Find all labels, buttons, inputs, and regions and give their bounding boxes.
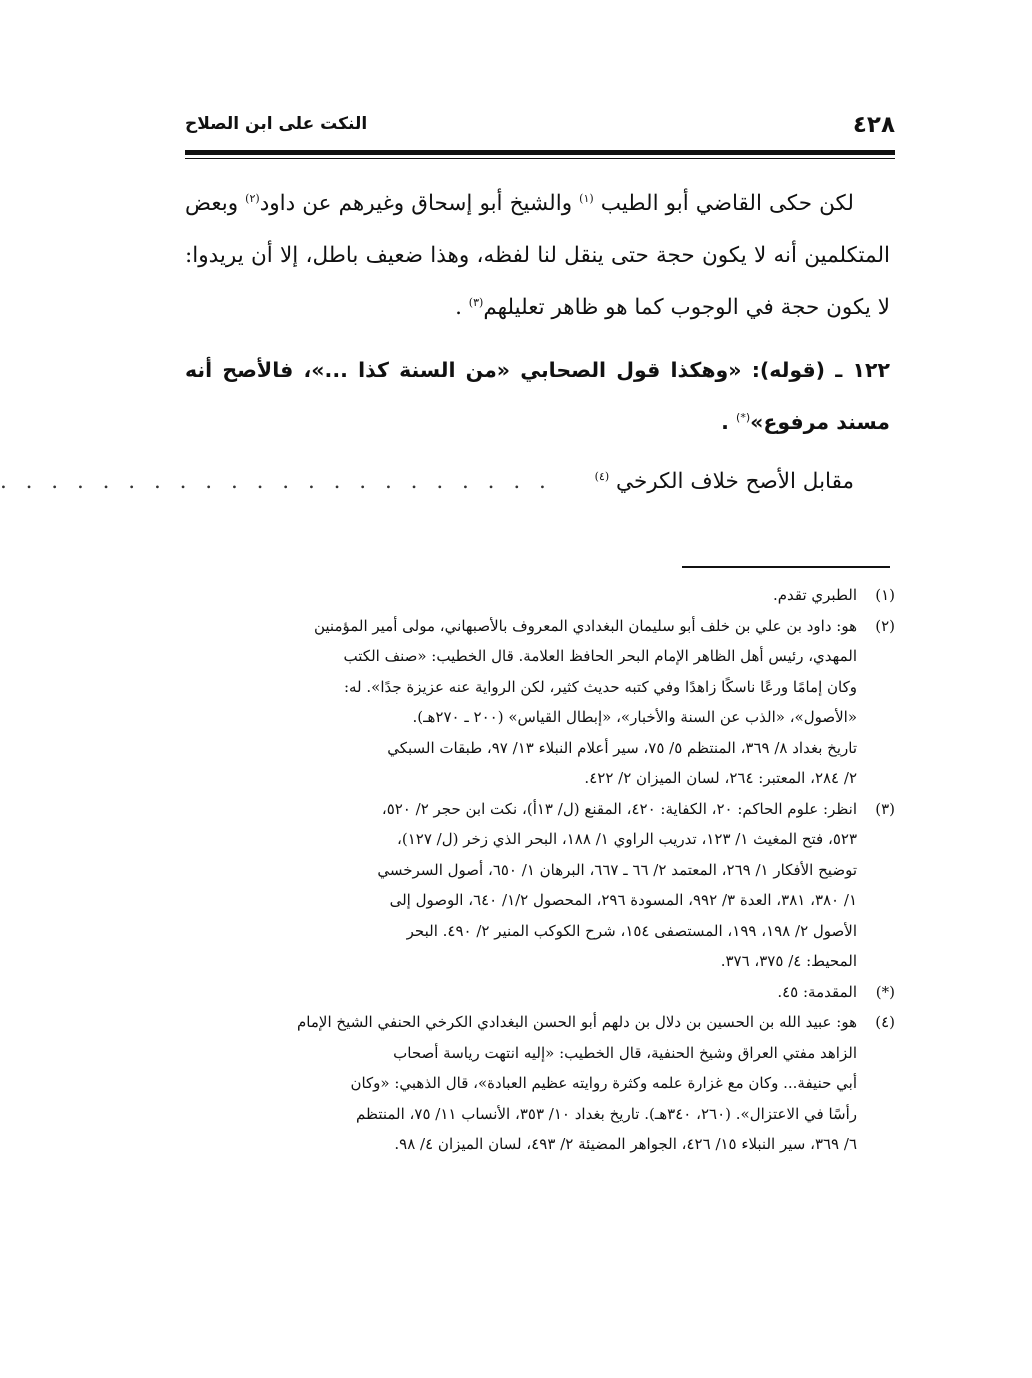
footnote-line: ٦/ ٣٦٩، سير النبلاء ١٥/ ٤٢٦، الجواهر المضيئة ٢/ ٤٩٣، لسان الميزان ٤/ ٩٨.	[394, 1135, 857, 1153]
footnote-ref-4: (٤)	[594, 469, 610, 483]
footnote-line: هو: داود بن علي بن خلف أبو سليمان البغدادي المعروف بالأصبهاني، مولى أمير المؤمنين	[313, 616, 857, 635]
footnote-ref-2: (٢)	[245, 191, 260, 205]
footnote-line: رأسًا في الاعتزال». (٢٦٠، ٣٤٠هـ). تاريخ بغداد ١٠/ ٣٥٣، الأنساب ١١/ ٧٥، المنتظم	[356, 1104, 857, 1123]
footnote-line: أبي حنيفة... وكان مع غزارة علمه وكثرة روايته عظيم العبادة»، قال الذهبي: «وكان	[350, 1074, 857, 1092]
entry-122-text: ١٢٢ ـ (قوله): «وهكذا قول الصحابي «من السنة كذا ...»، فالأصح أنه مسند مرفوع»	[185, 358, 890, 434]
footnote-line: انظر: علوم الحاكم: ٢٠، الكفاية: ٤٢٠، المقنع (ل/ ١٣أ)، نكت ابن حجر ٢/ ٥٢٠،	[381, 799, 857, 818]
footnotes	[185, 580, 895, 1160]
entry-122-end: .	[721, 410, 729, 434]
paragraph-1-end: .	[455, 295, 462, 320]
footnote-line: تاريخ بغداد ٨/ ٣٦٩، المنتظم ٥/ ٧٥، سير أعلام النبلاء ١٣/ ٩٧، طبقات السبكي	[387, 738, 857, 757]
footnote-line: الزاهد مفتي العراق وشيخ الحنفية، قال الخطيب: «إليه انتهت رياسة أصحاب	[393, 1043, 857, 1062]
footnote-3	[185, 794, 895, 977]
footnote-mark: (٤)	[875, 1013, 895, 1031]
footnote-line: ١/ ٣٨٠، ٣٨١، العدة ٣/ ٩٩٢، المسودة ٢٩٦، المحصول ١/٢/ ٦٤٠، الوصول إلى	[389, 891, 857, 909]
footnote-line: المهدي، رئيس أهل الظاهر الإمام البحر الحافظ العلامة. قال الخطيب: «صنف الكتب	[343, 647, 857, 665]
paragraph-2	[0, 456, 890, 508]
footnote-star	[185, 977, 895, 1008]
footnote-line: الطبري تقدم.	[772, 586, 857, 604]
entry-122	[185, 344, 890, 448]
paragraph-1-text-b: والشيخ أبو إسحاق وغيرهم عن داود	[259, 191, 573, 216]
footnote-mark: (١)	[875, 586, 895, 604]
footnote-2	[185, 611, 895, 794]
footnote-line: توضيح الأفكار ١/ ٢٦٩، المعتمد ٢/ ٦٦ ـ ٦٦٧، البرهان ١/ ٦٥٠، أصول السرخسي	[377, 860, 857, 879]
footnote-line: المقدمة: ٤٥.	[777, 982, 857, 1001]
footnote-separator	[682, 566, 890, 568]
footnote-mark: (*)	[875, 982, 895, 1001]
header-rule-thin	[185, 158, 895, 159]
paragraph-1-text-a: لكن حكى القاضي أبو الطيب	[600, 191, 854, 216]
footnote-line: الأصول ٢/ ١٩٨، ١٩٩، المستصفى ١٥٤، شرح الكوكب المنير ٢/ ٤٩٠. البحر	[406, 921, 857, 940]
page-number: ٤٢٨	[852, 112, 895, 138]
paragraph-2-text: مقابل الأصح خلاف الكرخي	[616, 469, 854, 494]
footnote-1	[185, 580, 895, 611]
footnote-line: هو: عبيد الله بن الحسين بن دلال بن دلهم أبو الحسن البغدادي الكرخي الحنفي الشيخ الإمام	[297, 1013, 857, 1031]
footnote-line: ٥٢٣، فتح المغيث ١/ ١٢٣، تدريب الراوي ١/ ١٨٨، البحر الذي زخر (ل/ ١٢٧)،	[397, 830, 857, 848]
paragraph-1-text-c: وبعض المتكلمين أنه لا يكون حجة حتى ينقل لنا لفظه، وهذا ضعيف باطل، إلا أن يريدوا: لا يكون حجة في الوجوب كما هو ظاهر تعليلهم	[185, 191, 890, 320]
header-rule-thick	[185, 150, 895, 155]
footnote-ref-3: (٣)	[468, 295, 484, 309]
page-header	[185, 112, 895, 142]
paragraph-1	[185, 178, 890, 334]
footnote-line: ٢/ ٢٨٤، المعتبر: ٢٦٤، لسان الميزان ٢/ ٤٢٢.	[584, 769, 857, 787]
footnote-ref-star: (*)	[736, 411, 751, 425]
footnote-mark: (٢)	[875, 616, 895, 635]
footnote-line: «الأصول»، «الذب عن السنة والأخبار»، «إبطال القياس» (٢٠٠ ـ ٢٧٠هـ).	[412, 708, 857, 726]
footnote-4	[185, 1007, 895, 1160]
ellipsis-dots: . . . . . . . . . . . . . . . . . . . . . .	[0, 469, 552, 494]
running-title: النكت على ابن الصلاح	[185, 114, 368, 134]
footnote-ref-1: (١)	[579, 191, 594, 205]
footnote-line: المحيط: ٤/ ٣٧٥، ٣٧٦.	[720, 952, 857, 970]
main-text	[0, 178, 890, 508]
footnote-line: وكان إمامًا ورعًا ناسكًا زاهدًا وفي كتبه حديث كثير، لكن الرواية عنه عزيزة جدًا». له:	[343, 677, 857, 696]
footnote-mark: (٣)	[875, 799, 895, 818]
